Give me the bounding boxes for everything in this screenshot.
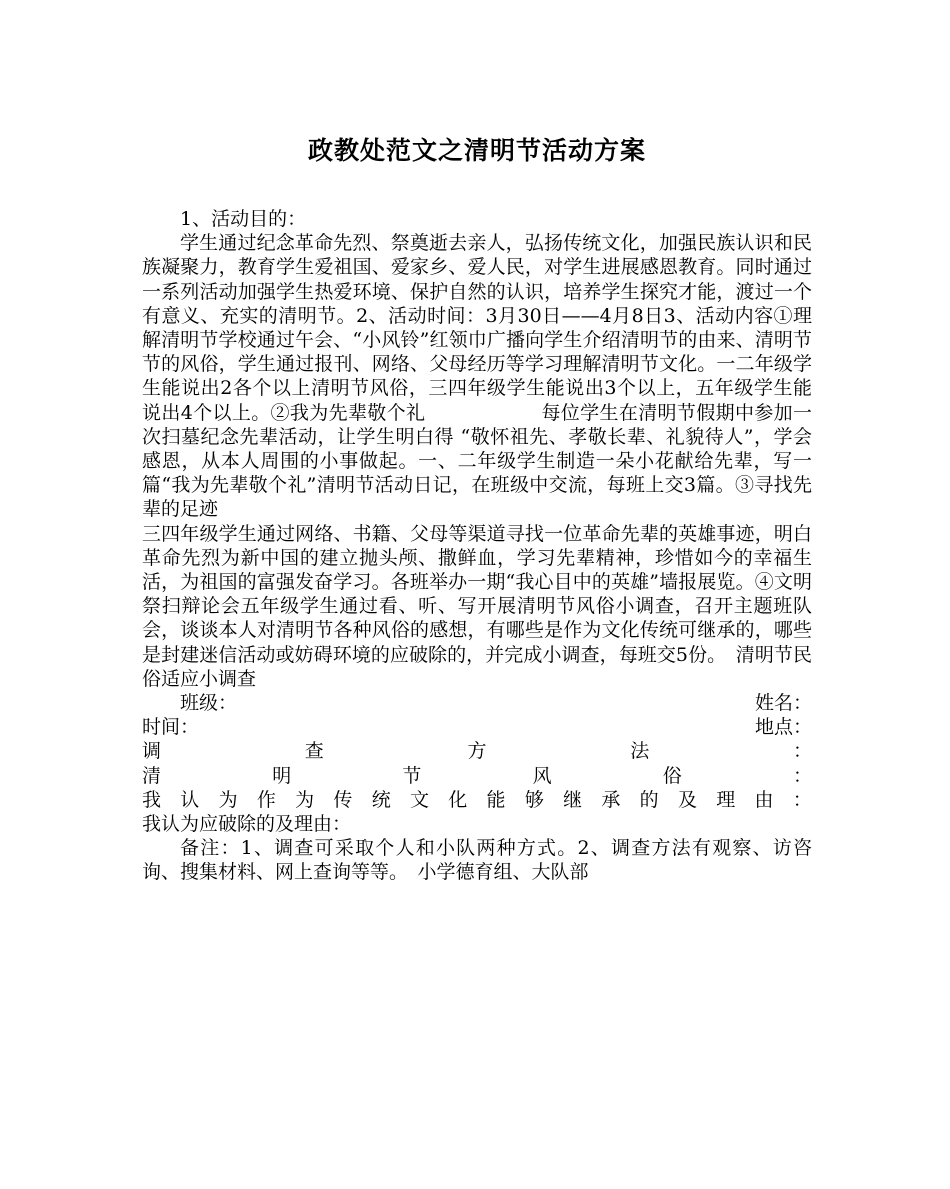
spread-char: 作 [256, 788, 276, 811]
spread-char: 法 [630, 740, 650, 763]
spread-char: 的 [639, 788, 659, 811]
spread-char: 继 [563, 788, 583, 811]
form-row-method [142, 739, 812, 763]
spread-char: 传 [333, 788, 353, 811]
spread-char: 调 [142, 740, 162, 763]
spread-char: 统 [371, 788, 391, 811]
form-row-abolish: 我认为应破除的及理由： [142, 813, 352, 836]
spread-char: 能 [486, 788, 506, 811]
spread-char: ： [792, 788, 812, 811]
spread-char: 节 [402, 764, 422, 787]
spread-char: 及 [677, 788, 697, 811]
form-row-class-name [142, 691, 812, 715]
section-heading-purpose: 1、活动目的： [180, 208, 307, 230]
spread-char: 俗 [662, 764, 682, 787]
second-paragraph: 三四年级学生通过网络、书籍、父母等渠道寻找一位革命先辈的英雄事迹，明白革命先烈为新中国的建立抛头颅、撒鲜血，学习先辈精神，珍惜如今的幸福生活，为祖国的富强发奋学习。各班举办一期“我心目中的英雄”墙报展览。④文明祭扫辩论会五年级学生通过看、听、写开展清明节风俗小调查，召开主题班队会，谈谈本人对清明节各种风俗的感想，有哪些是作为文化传统可继承的，哪些是封建迷信活动或妨碍环境的应破除的，并完成小调查，每班交5份。 清明节民俗适应小调查 [142, 522, 812, 690]
time-label: 时间： [142, 716, 200, 739]
spread-char: 风 [532, 764, 552, 787]
spread-char: 够 [524, 788, 544, 811]
main-paragraph: 学生通过纪念革命先烈、祭奠逝去亲人，弘扬传统文化，加强民族认识和民族凝聚力，教育学生爱祖国、爱家乡、爱人民，对学生进展感恩教育。同时通过一系列活动加强学生热爱环境、保护自然的认识，培养学生探究才能，渡过一个有意义、充实的清明节。2、活动时间：3月30日——4月8日3、活动内容①理解清明节学校通过午会、“小风铃”红领巾广播向学生介绍清明节的由来、清明节节的风俗，学生通过报刊、网络、父母经历等学习理解清明节文化。一二年级学生能说出2各个以上清明节风俗，三四年级学生能说出3个以上，五年级学生能说出4个以上。②我为先辈敬个礼 每位学生在清明节假期中参加一次扫墓纪念先辈活动，让学生明白得 “敬怀祖先、孝敬长辈、礼貌待人”，学会感恩，从本人周围的小事做起。一、二年级学生制造一朵小花献给先辈，写一篇“我为先辈敬个礼”清明节活动日记，在班级中交流，每班上交3篇。③寻找先辈的足迹 [142, 232, 812, 521]
name-label: 姓名： [754, 692, 812, 715]
spread-char: 文 [409, 788, 429, 811]
spread-char: 为 [295, 788, 315, 811]
place-label: 地点： [754, 716, 812, 739]
spread-char: 化 [448, 788, 468, 811]
spread-char: 认 [180, 788, 200, 811]
spread-char: ： [792, 764, 812, 787]
class-label: 班级： [180, 692, 238, 715]
spread-char: 清 [142, 764, 162, 787]
spread-char: 明 [272, 764, 292, 787]
spread-char: 为 [218, 788, 238, 811]
spread-char: 承 [601, 788, 621, 811]
form-row-inherit [142, 788, 812, 812]
spread-char: 由 [754, 788, 774, 811]
note-paragraph: 备注：1、调查可采取个人和小队两种方式。2、调查方法有观察、访咨询、搜集材料、网上查询等等。 小学德育组、大队部 [142, 837, 812, 884]
spread-char: 方 [467, 740, 487, 763]
spread-char: 查 [304, 740, 324, 763]
document-title: 政教处范文之清明节活动方案 [307, 136, 646, 165]
form-row-custom [142, 764, 812, 788]
form-row-time-place [142, 715, 812, 739]
spread-char: 理 [716, 788, 736, 811]
document-body [142, 207, 812, 885]
spread-char: ： [792, 740, 812, 763]
spread-char: 我 [142, 788, 162, 811]
